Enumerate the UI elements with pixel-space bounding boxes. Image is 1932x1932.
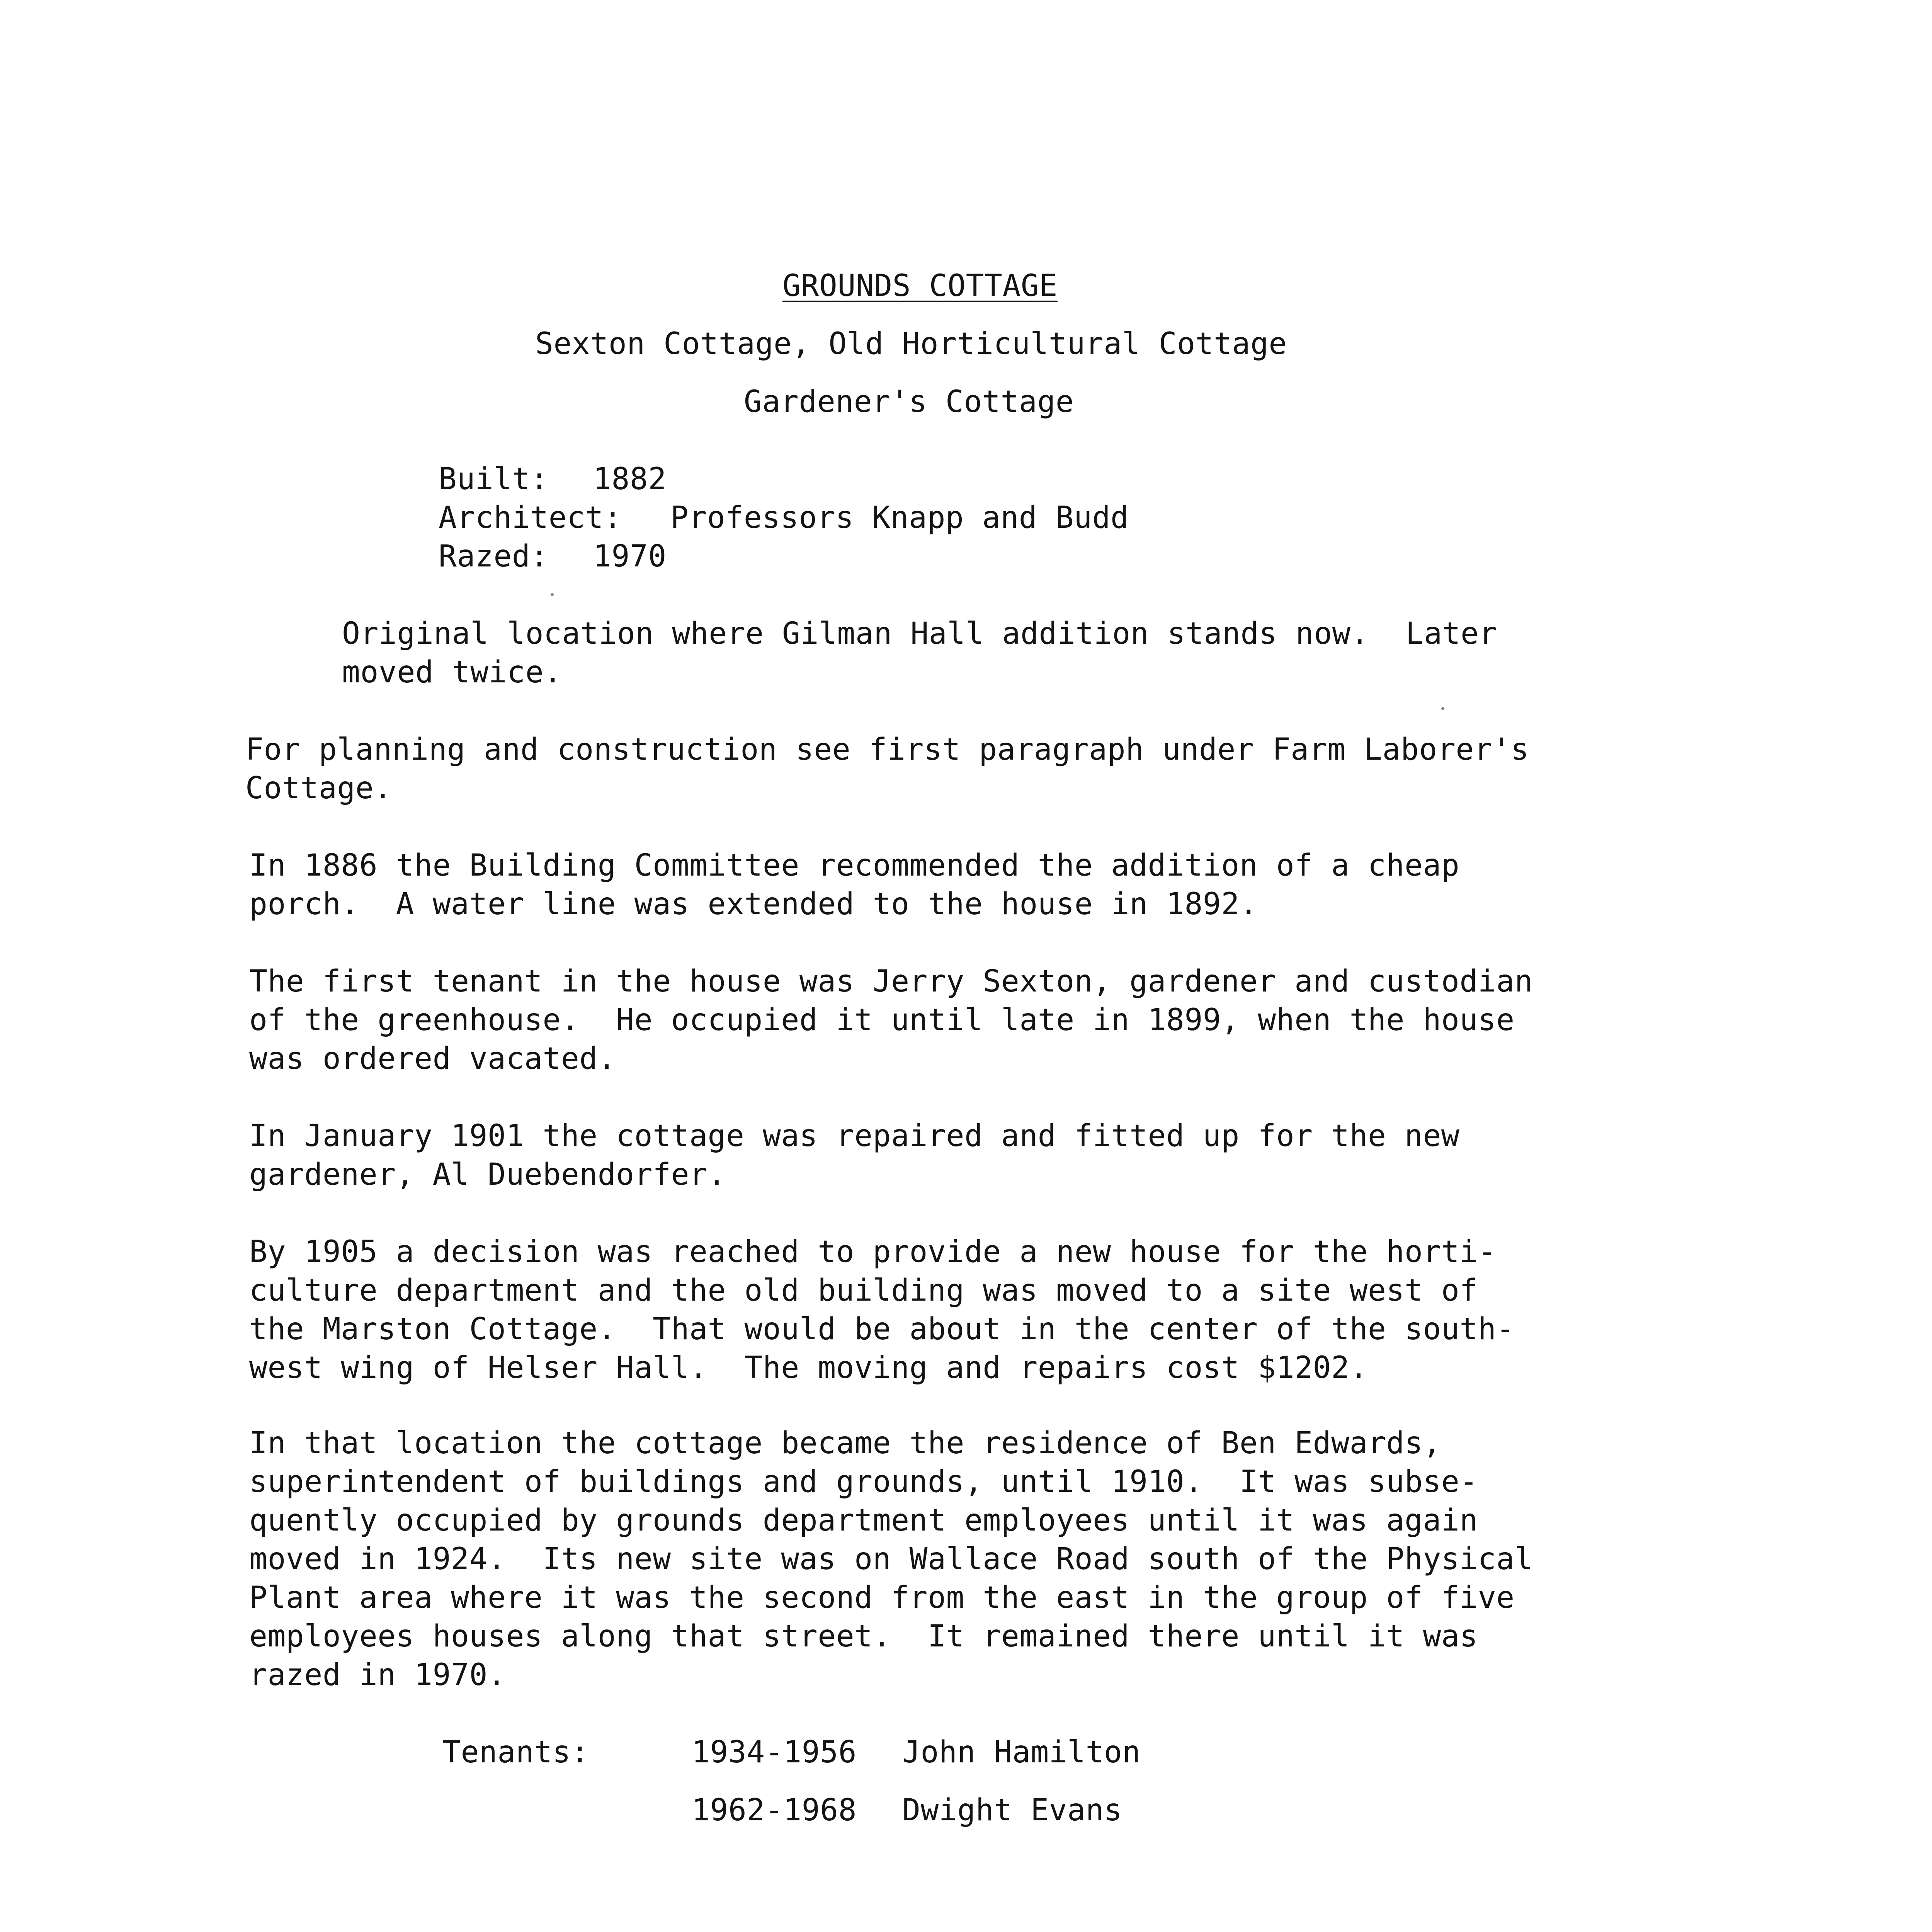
page-title: GROUNDS COTTAGE (782, 269, 1058, 303)
paragraph-2-line-2: Cottage. (245, 771, 392, 806)
paragraph-5-line-2: gardener, Al Duebendorfer. (249, 1157, 726, 1192)
paragraph-3-line-1: In 1886 the Building Committee recommended the addition of a cheap (249, 848, 1460, 883)
razed-value: 1970 (593, 539, 667, 574)
paragraph-3-line-2: porch. A water line was extended to the house in 1892. (249, 887, 1258, 922)
paragraph-6-line-3: the Marston Cottage. That would be about in the center of the south- (249, 1312, 1515, 1347)
paragraph-6-line-2: culture department and the old building was moved to a site west of (249, 1273, 1478, 1308)
scan-speck (551, 593, 554, 596)
paragraph-4-line-3: was ordered vacated. (249, 1041, 616, 1076)
alt-names-line-2: Gardener's Cottage (744, 384, 1074, 419)
architect-value: Professors Knapp and Budd (670, 500, 1129, 535)
tenants-label: Tenants: (442, 1735, 589, 1770)
scan-speck (1441, 707, 1444, 710)
paragraph-4-line-2: of the greenhouse. He occupied it until late in 1899, when the house (249, 1003, 1515, 1037)
built-label: Built: (439, 462, 549, 497)
paragraph-7-line-4: moved in 1924. Its new site was on Wallace Road south of the Physical (249, 1542, 1533, 1577)
tenant-name: John Hamilton (902, 1735, 1141, 1770)
alt-names-line-1: Sexton Cottage, Old Horticultural Cottage (535, 327, 1287, 361)
paragraph-1-line-1: Original location where Gilman Hall addition stands now. Later (342, 616, 1497, 651)
paragraph-2-line-1: For planning and construction see first paragraph under Farm Laborer's (245, 732, 1529, 767)
tenant-years: 1962-1968 (692, 1793, 857, 1828)
paragraph-1-line-2: moved twice. (342, 655, 562, 690)
paragraph-7-line-3: quently occupied by grounds department employees until it was again (249, 1503, 1478, 1538)
paragraph-6-line-4: west wing of Helser Hall. The moving and repairs cost $1202. (249, 1350, 1368, 1385)
paragraph-7-line-2: superintendent of buildings and grounds, until 1910. It was subse- (249, 1464, 1478, 1499)
paragraph-7-line-5: Plant area where it was the second from the east in the group of five (249, 1580, 1515, 1615)
built-value: 1882 (593, 462, 667, 497)
paragraph-4-line-1: The first tenant in the house was Jerry Sexton, gardener and custodian (249, 964, 1533, 999)
razed-label: Razed: (439, 539, 549, 574)
paragraph-7-line-7: razed in 1970. (249, 1658, 506, 1692)
paragraph-5-line-1: In January 1901 the cottage was repaired and fitted up for the new (249, 1119, 1460, 1153)
paragraph-6-line-1: By 1905 a decision was reached to provide a new house for the horti- (249, 1235, 1497, 1269)
tenant-name: Dwight Evans (902, 1793, 1122, 1828)
tenant-years: 1934-1956 (692, 1735, 857, 1770)
paragraph-7-line-1: In that location the cottage became the residence of Ben Edwards, (249, 1426, 1441, 1461)
architect-label: Architect: (439, 500, 622, 535)
paragraph-7-line-6: employees houses along that street. It remained there until it was (249, 1619, 1478, 1654)
